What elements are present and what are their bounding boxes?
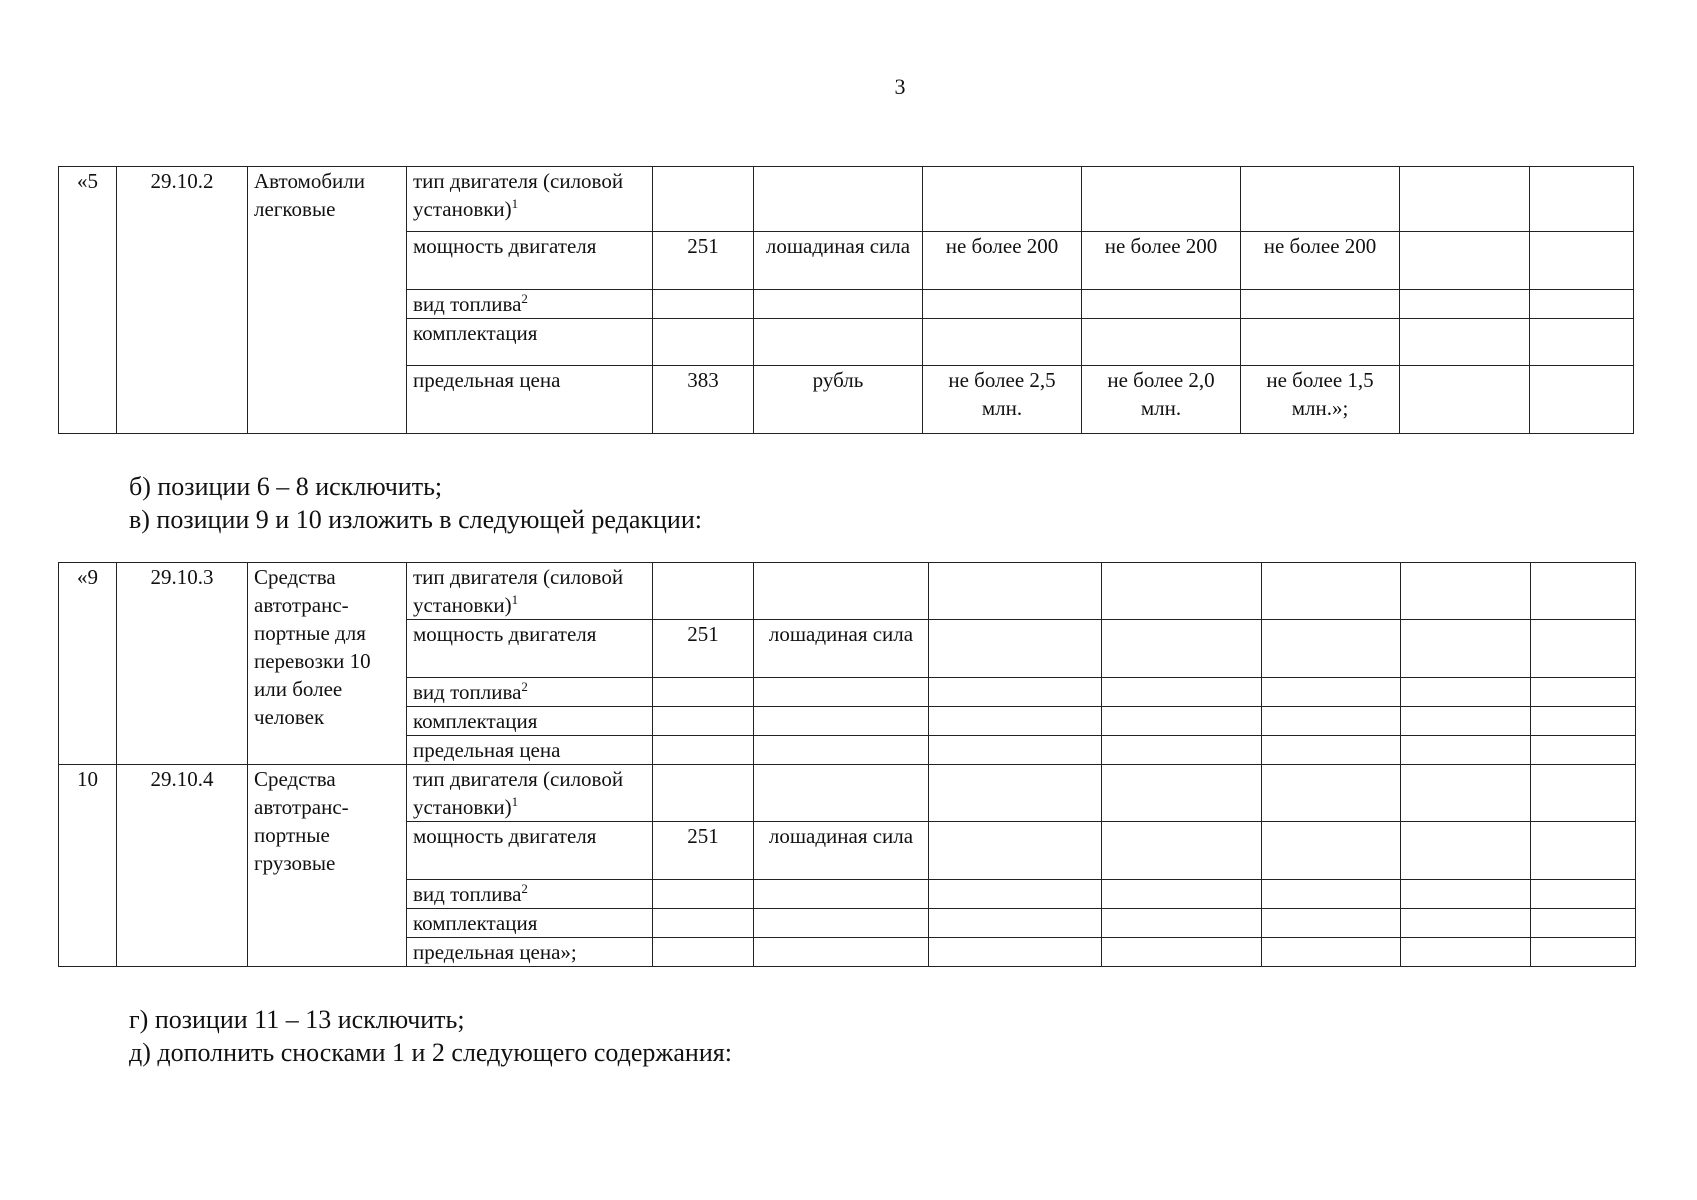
empty-cell: [1531, 563, 1636, 620]
value-cell: не более 2,0 млн.: [1082, 366, 1241, 434]
table-positions-9-10: [58, 562, 1636, 967]
unit-name: лошадиная сила: [754, 822, 929, 880]
value-cell: не более 2,5 млн.: [923, 366, 1082, 434]
characteristic-text: вид топлива: [413, 882, 522, 906]
empty-cell: [1102, 620, 1262, 678]
characteristic-text: тип двигателя (силовой установки): [413, 767, 624, 819]
empty-cell: [1262, 822, 1401, 880]
empty-cell: [1102, 707, 1262, 736]
unit-code: [653, 938, 754, 967]
value-cell: не более 200: [1241, 232, 1400, 290]
footnote-mark: 2: [521, 881, 528, 896]
empty-cell: [1102, 938, 1262, 967]
paragraph-b: б) позиции 6 – 8 исключить;: [129, 472, 443, 501]
item-name: Автомобили легковые: [248, 167, 407, 434]
empty-cell: [1400, 319, 1530, 366]
characteristic-cell: [407, 707, 653, 736]
characteristic-text: мощность двигателя: [413, 622, 597, 646]
unit-name: рубль: [754, 366, 923, 434]
okpd-code: 29.10.2: [117, 167, 248, 434]
empty-cell: [1102, 765, 1262, 822]
unit-name: [754, 736, 929, 765]
unit-code: [653, 736, 754, 765]
empty-cell: [929, 938, 1102, 967]
value-cell: не более 200: [923, 232, 1082, 290]
empty-cell: [1102, 822, 1262, 880]
empty-cell: [1102, 909, 1262, 938]
unit-code: 383: [653, 366, 754, 434]
empty-cell: [1531, 822, 1636, 880]
characteristic-cell: [407, 167, 653, 232]
paragraph-d: д) дополнить сносками 1 и 2 следующего содержания:: [129, 1038, 732, 1067]
page-number: 3: [894, 74, 906, 99]
characteristic-text: предельная цена: [413, 368, 561, 392]
empty-cell: [1531, 707, 1636, 736]
footnote-mark: 1: [511, 196, 519, 211]
empty-cell: [1262, 736, 1401, 765]
empty-cell: [1262, 620, 1401, 678]
unit-name: [754, 290, 923, 319]
unit-code: [653, 167, 754, 232]
empty-cell: [929, 707, 1102, 736]
empty-cell: [1262, 678, 1401, 707]
empty-cell: [929, 909, 1102, 938]
table-row: [59, 765, 1636, 822]
footnote-mark: 1: [511, 592, 519, 607]
okpd-code: 29.10.4: [117, 765, 248, 967]
empty-cell: [1401, 736, 1531, 765]
empty-cell: [1262, 880, 1401, 909]
empty-cell: [1530, 232, 1634, 290]
unit-name: [754, 167, 923, 232]
unit-code: 251: [653, 620, 754, 678]
characteristic-cell: [407, 822, 653, 880]
characteristic-cell: [407, 736, 653, 765]
characteristic-cell: [407, 909, 653, 938]
empty-cell: [1531, 938, 1636, 967]
characteristic-text: мощность двигателя: [413, 234, 597, 258]
empty-cell: [1401, 707, 1531, 736]
empty-cell: [1531, 765, 1636, 822]
paragraph-g: г) позиции 11 – 13 исключить;: [129, 1005, 465, 1034]
unit-code: [653, 909, 754, 938]
value-cell: [1082, 167, 1241, 232]
unit-name: [754, 319, 923, 366]
unit-code: [653, 563, 754, 620]
value-cell: не более 1,5 млн.»;: [1241, 366, 1400, 434]
empty-cell: [1401, 909, 1531, 938]
unit-code: [653, 678, 754, 707]
unit-code: [653, 707, 754, 736]
characteristic-cell: [407, 620, 653, 678]
characteristic-text: комплектация: [413, 321, 538, 345]
okpd-code: 29.10.3: [117, 563, 248, 765]
empty-cell: [1401, 678, 1531, 707]
characteristic-cell: [407, 563, 653, 620]
empty-cell: [1530, 167, 1634, 232]
empty-cell: [929, 736, 1102, 765]
empty-cell: [1531, 909, 1636, 938]
empty-cell: [1262, 563, 1401, 620]
value-cell: [1241, 319, 1400, 366]
empty-cell: [1401, 563, 1531, 620]
item-name: Средства автотранс-портные грузовые: [248, 765, 407, 967]
empty-cell: [1531, 880, 1636, 909]
empty-cell: [1262, 707, 1401, 736]
footnote-mark: 2: [521, 291, 528, 306]
empty-cell: [1401, 822, 1531, 880]
empty-cell: [1102, 736, 1262, 765]
empty-cell: [1102, 563, 1262, 620]
empty-cell: [1531, 736, 1636, 765]
characteristic-cell: [407, 678, 653, 707]
empty-cell: [1530, 319, 1634, 366]
paragraph-v: в) позиции 9 и 10 изложить в следующей редакции:: [129, 505, 702, 534]
value-cell: [923, 290, 1082, 319]
characteristic-cell: [407, 938, 653, 967]
empty-cell: [1102, 880, 1262, 909]
empty-cell: [1531, 620, 1636, 678]
empty-cell: [929, 765, 1102, 822]
empty-cell: [1401, 938, 1531, 967]
characteristic-text: предельная цена»;: [413, 940, 577, 964]
empty-cell: [1401, 620, 1531, 678]
empty-cell: [1400, 366, 1530, 434]
characteristic-text: комплектация: [413, 911, 538, 935]
value-cell: [1082, 290, 1241, 319]
unit-name: лошадиная сила: [754, 232, 923, 290]
characteristic-cell: [407, 290, 653, 319]
empty-cell: [929, 880, 1102, 909]
unit-code: [653, 319, 754, 366]
table-position-5: [58, 166, 1634, 434]
unit-code: [653, 880, 754, 909]
unit-name: лошадиная сила: [754, 620, 929, 678]
characteristic-text: тип двигателя (силовой установки): [413, 565, 624, 617]
characteristic-cell: [407, 319, 653, 366]
empty-cell: [1531, 678, 1636, 707]
value-cell: [1241, 290, 1400, 319]
characteristic-cell: [407, 880, 653, 909]
footnote-mark: 1: [511, 794, 519, 809]
item-name: Средства автотранс-портные для перевозки 10 или более человек: [248, 563, 407, 765]
empty-cell: [1262, 938, 1401, 967]
empty-cell: [1400, 232, 1530, 290]
empty-cell: [1401, 765, 1531, 822]
unit-name: [754, 678, 929, 707]
characteristic-cell: [407, 232, 653, 290]
empty-cell: [1400, 167, 1530, 232]
characteristic-text: вид топлива: [413, 292, 522, 316]
position-number: «5: [59, 167, 117, 434]
characteristic-text: предельная цена: [413, 738, 561, 762]
footnote-mark: 2: [521, 679, 528, 694]
empty-cell: [1401, 880, 1531, 909]
characteristic-cell: [407, 366, 653, 434]
unit-name: [754, 765, 929, 822]
characteristic-text: вид топлива: [413, 680, 522, 704]
position-number: 10: [59, 765, 117, 967]
empty-cell: [929, 678, 1102, 707]
value-cell: [923, 167, 1082, 232]
empty-cell: [929, 620, 1102, 678]
unit-name: [754, 909, 929, 938]
characteristic-text: комплектация: [413, 709, 538, 733]
unit-name: [754, 563, 929, 620]
empty-cell: [929, 822, 1102, 880]
characteristic-text: тип двигателя (силовой установки): [413, 169, 624, 221]
table-row: [59, 167, 1634, 232]
value-cell: [1241, 167, 1400, 232]
table-row: [59, 563, 1636, 620]
unit-code: [653, 290, 754, 319]
empty-cell: [929, 563, 1102, 620]
empty-cell: [1102, 678, 1262, 707]
empty-cell: [1530, 290, 1634, 319]
unit-code: 251: [653, 232, 754, 290]
characteristic-cell: [407, 765, 653, 822]
unit-name: [754, 938, 929, 967]
unit-code: 251: [653, 822, 754, 880]
empty-cell: [1530, 366, 1634, 434]
empty-cell: [1262, 765, 1401, 822]
unit-name: [754, 707, 929, 736]
unit-code: [653, 765, 754, 822]
value-cell: не более 200: [1082, 232, 1241, 290]
unit-name: [754, 880, 929, 909]
empty-cell: [1262, 909, 1401, 938]
value-cell: [923, 319, 1082, 366]
value-cell: [1082, 319, 1241, 366]
empty-cell: [1400, 290, 1530, 319]
characteristic-text: мощность двигателя: [413, 824, 597, 848]
position-number: «9: [59, 563, 117, 765]
